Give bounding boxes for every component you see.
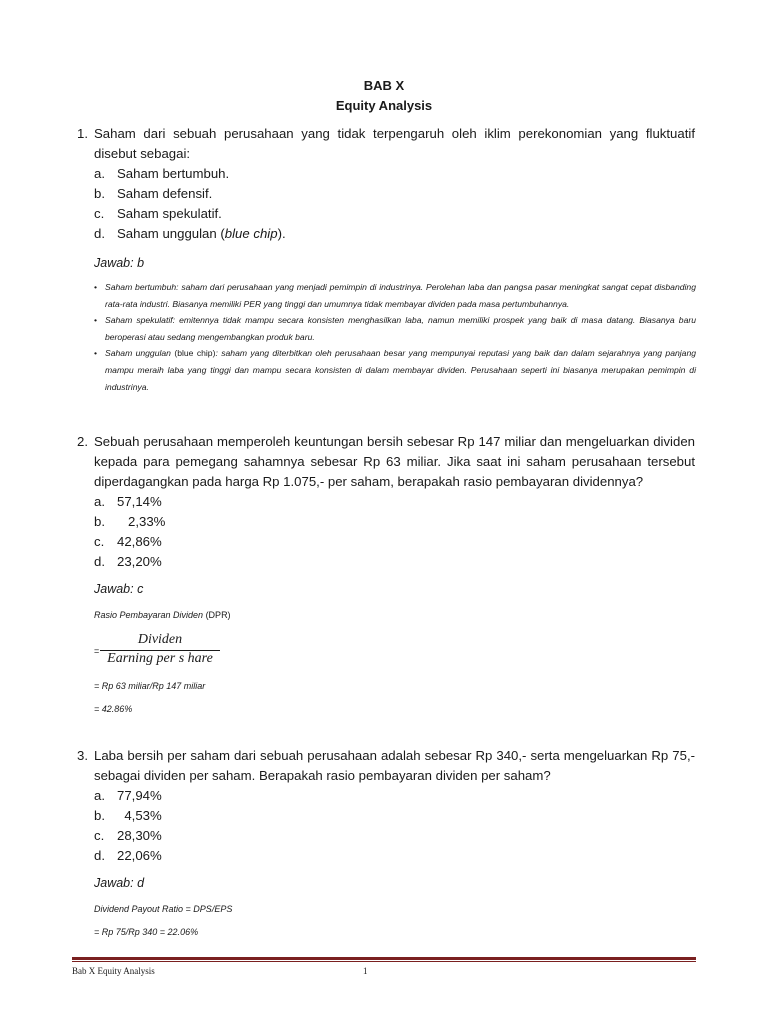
- option-c: [94, 826, 162, 846]
- explanation-list: [94, 279, 696, 395]
- question-text: Saham dari sebuah perusahaan yang tidak terpengaruh oleh iklim perekonomian yang fluktuatif disebut sebagai:: [94, 126, 695, 161]
- option-letter: a.: [94, 166, 105, 181]
- option-letter: c.: [94, 828, 105, 843]
- option-text: Saham spekulatif.: [117, 206, 222, 221]
- question-number: 3.: [77, 748, 88, 763]
- option-c: [94, 532, 162, 552]
- option-letter: b.: [94, 514, 105, 529]
- formula-denominator: Earning per s hare: [107, 651, 213, 666]
- answer-2: Jawab: c: [94, 582, 144, 596]
- option-text: 2,33%: [117, 514, 166, 529]
- formula-numerator: Dividen: [137, 632, 183, 647]
- question-text: Sebuah perusahaan memperoleh keuntungan bersih sebesar Rp 147 miliar dan mengeluarkan dividen kepada para pemegang sahamnya sebesar Rp 63 miliar. Jika saat ini saham perusahaan tersebut diperdagangkan pada harga Rp 1.075,- per saham, berapakah rasio pembayaran dividennya?: [94, 434, 695, 489]
- page-number: 1: [363, 966, 368, 976]
- option-letter: b.: [94, 808, 105, 823]
- option-letter: b.: [94, 186, 105, 201]
- footer-divider-thin: [72, 961, 696, 962]
- option-text-prefix: Saham unggulan (: [117, 226, 225, 241]
- bullet-icon: •: [94, 348, 98, 359]
- option-b: [94, 184, 212, 204]
- footer-chapter: Bab X Equity Analysis: [72, 966, 155, 976]
- option-letter: a.: [94, 788, 105, 803]
- bullet-text-prefix: Saham unggulan: [105, 348, 175, 359]
- option-text: 23,20%: [117, 554, 162, 569]
- bullet-text: Saham spekulatif: emitennya tidak mampu secara konsisten menghasilkan laba, namun memiliki prospek yang baik di masa datang. Biasanya baru beroperasi atau sedang mengembangkan produk baru.: [105, 315, 696, 342]
- option-a: [94, 786, 162, 806]
- option-text: 22,06%: [117, 848, 162, 863]
- bullet-text-plain: (blue chip): [174, 348, 216, 359]
- option-text: Saham defensif.: [117, 186, 213, 201]
- option-text: 42,86%: [117, 534, 162, 549]
- option-c: [94, 204, 222, 224]
- option-text: 77,94%: [117, 788, 162, 803]
- option-text-italic: blue chip: [224, 226, 278, 241]
- answer-3: Jawab: d: [94, 876, 145, 890]
- option-text-suffix: ).: [277, 226, 286, 241]
- list-item: [94, 279, 696, 312]
- option-a: [94, 492, 162, 512]
- option-d: [94, 846, 162, 866]
- question-text: Laba bersih per saham dari sebuah perusahaan adalah sebesar Rp 340,- serta mengeluarkan Rp 75,- sebagai dividen per saham. Berapakah rasio pembayaran dividen per saham?: [94, 748, 695, 783]
- calculation-step: = Rp 63 miliar/Rp 147 miliar: [94, 681, 206, 691]
- option-b: [94, 806, 162, 826]
- page-title: Equity Analysis: [335, 98, 433, 113]
- question-number: 2.: [77, 434, 88, 449]
- footer-divider: [72, 957, 696, 960]
- option-a: [94, 164, 229, 184]
- chapter-heading: BAB X: [363, 78, 405, 93]
- option-b: [94, 512, 165, 532]
- option-letter: d.: [94, 226, 105, 241]
- bullet-text-suffix: : saham yang diterbitkan oleh perusahaan besar yang mempunyai reputasi yang baik dan dalam sejarahnya yang panjang mampu meraih laba yang tinggi dan mampu secara konsisten di dalam membayar dividen. Perusahaan seperti ini biasanya merupakan pemimpin di industrinya.: [105, 348, 697, 392]
- option-text: 57,14%: [117, 494, 162, 509]
- list-item: [94, 345, 696, 395]
- option-letter: c.: [94, 206, 105, 221]
- bullet-icon: •: [94, 282, 98, 292]
- option-text: 28,30%: [117, 828, 162, 843]
- bullet-icon: •: [94, 315, 98, 326]
- option-letter: c.: [94, 534, 105, 549]
- option-letter: d.: [94, 848, 105, 863]
- answer-1: Jawab: b: [94, 256, 145, 270]
- question-3: [77, 746, 695, 786]
- question-1: [77, 124, 695, 164]
- option-d: [94, 224, 286, 244]
- option-letter: d.: [94, 554, 105, 569]
- calculation-step: Dividend Payout Ratio = DPS/EPS: [94, 904, 233, 914]
- ratio-label-italic: Rasio Pembayaran Dividen: [94, 610, 204, 620]
- option-d: [94, 552, 162, 572]
- option-text: Saham bertumbuh.: [117, 166, 230, 181]
- calculation-result: = Rp 75/Rp 340 = 22.06%: [94, 927, 199, 937]
- option-text: 4,53%: [117, 808, 162, 823]
- bullet-text: Saham bertumbuh: saham dari perusahaan yang menjadi pemimpin di industrinya. Perolehan laba dan pangsa pasar meningkat sangat cepat disbanding rata-rata industri. Biasanya memiliki PER yang tinggi dan umumnya tidak membayar dividen pada masa pertumbuhannya.: [105, 282, 696, 309]
- ratio-label-plain: (DPR): [203, 610, 231, 620]
- question-number: 1.: [77, 126, 88, 141]
- list-item: [94, 312, 696, 345]
- calculation-result: = 42.86%: [94, 704, 133, 714]
- question-2: [77, 432, 695, 492]
- formula-equals: =: [94, 646, 100, 656]
- option-letter: a.: [94, 494, 105, 509]
- ratio-label: [94, 610, 231, 620]
